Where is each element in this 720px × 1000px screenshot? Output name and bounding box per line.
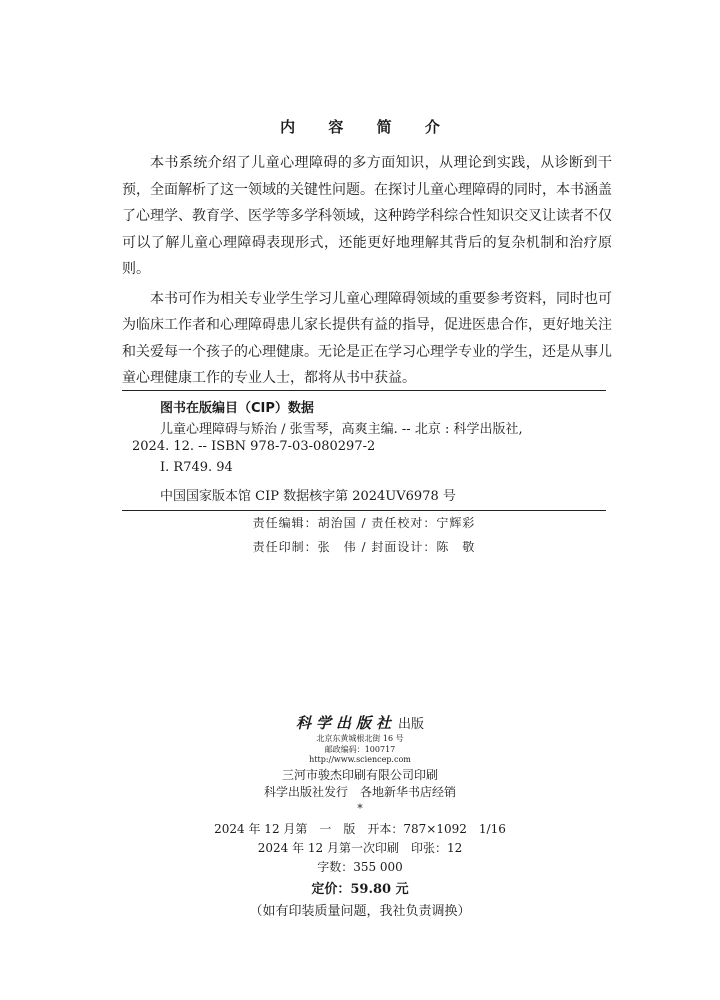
publisher-line	[0, 712, 720, 733]
edition-info: 2024 年 12 月第 一 版 开本：787×1092 1/16	[214, 822, 506, 836]
separator-star: *	[357, 802, 363, 815]
editor-credits: 责任编辑：胡治国 / 责任校对：宁辉彩	[252, 516, 476, 530]
intro-section	[122, 150, 612, 395]
page-title: 内 容 简 介	[280, 118, 454, 136]
word-count: 字数：355 000	[317, 860, 403, 874]
postcode: 邮政编码：100717	[324, 745, 396, 754]
publisher-address: 北京东黄城根北街 16 号	[316, 734, 404, 743]
divider	[122, 510, 606, 511]
quality-notice: （如有印装质量问题，我社负责调换）	[249, 904, 471, 919]
cip-line: 儿童心理障碍与矫治 / 张雪琴，高爽主编. -- 北京 : 科学出版社,	[160, 422, 523, 437]
production-credits: 责任印制：张 伟 / 封面设计：陈 敬	[252, 540, 476, 554]
publisher-logo: 科学出版社	[295, 714, 396, 732]
intro-paragraph: 本书系统介绍了儿童心理障碍的多方面知识，从理论到实践，从诊断到干预，全面解析了这一领域的关键性问题。在探讨儿童心理障碍的同时，本书涵盖了心理学、教育学、医学等多学科领域，这种跨学科综合性知识交叉让读者不仅可以了解儿童心理障碍表现形式，还能更好地理解其背后的复杂机制和治疗原则。	[122, 155, 612, 277]
divider	[122, 390, 606, 391]
cip-record-number: 中国国家版本馆 CIP 数据核字第 2024UV6978 号	[160, 489, 456, 504]
cip-heading: 图书在版编目（CIP）数据	[160, 401, 314, 416]
price: 定价：59.80 元	[311, 882, 409, 897]
cip-classification: Ⅰ. R749. 94	[160, 460, 233, 475]
printer: 三河市骏杰印刷有限公司印刷	[281, 768, 438, 782]
cip-line: 2024. 12. -- ISBN 978-7-03-080297-2	[132, 439, 376, 454]
publisher-suffix: 出版	[398, 717, 425, 732]
printing-info: 2024 年 12 月第一次印刷 印张：12	[257, 841, 463, 855]
intro-paragraph: 本书可作为相关专业学生学习儿童心理障碍领域的重要参考资料，同时也可为临床工作者和心理障碍患儿家长提供有益的指导，促进医患合作，更好地关注和关爱每一个孩子的心理健康。无论是正在学习心理学专业的学生，还是从事儿童心理健康工作的专业人士，都将从书中获益。	[122, 290, 612, 386]
distribution: 科学出版社发行 各地新华书店经销	[263, 785, 456, 799]
publisher-url: http://www.sciencep.com	[309, 755, 411, 764]
